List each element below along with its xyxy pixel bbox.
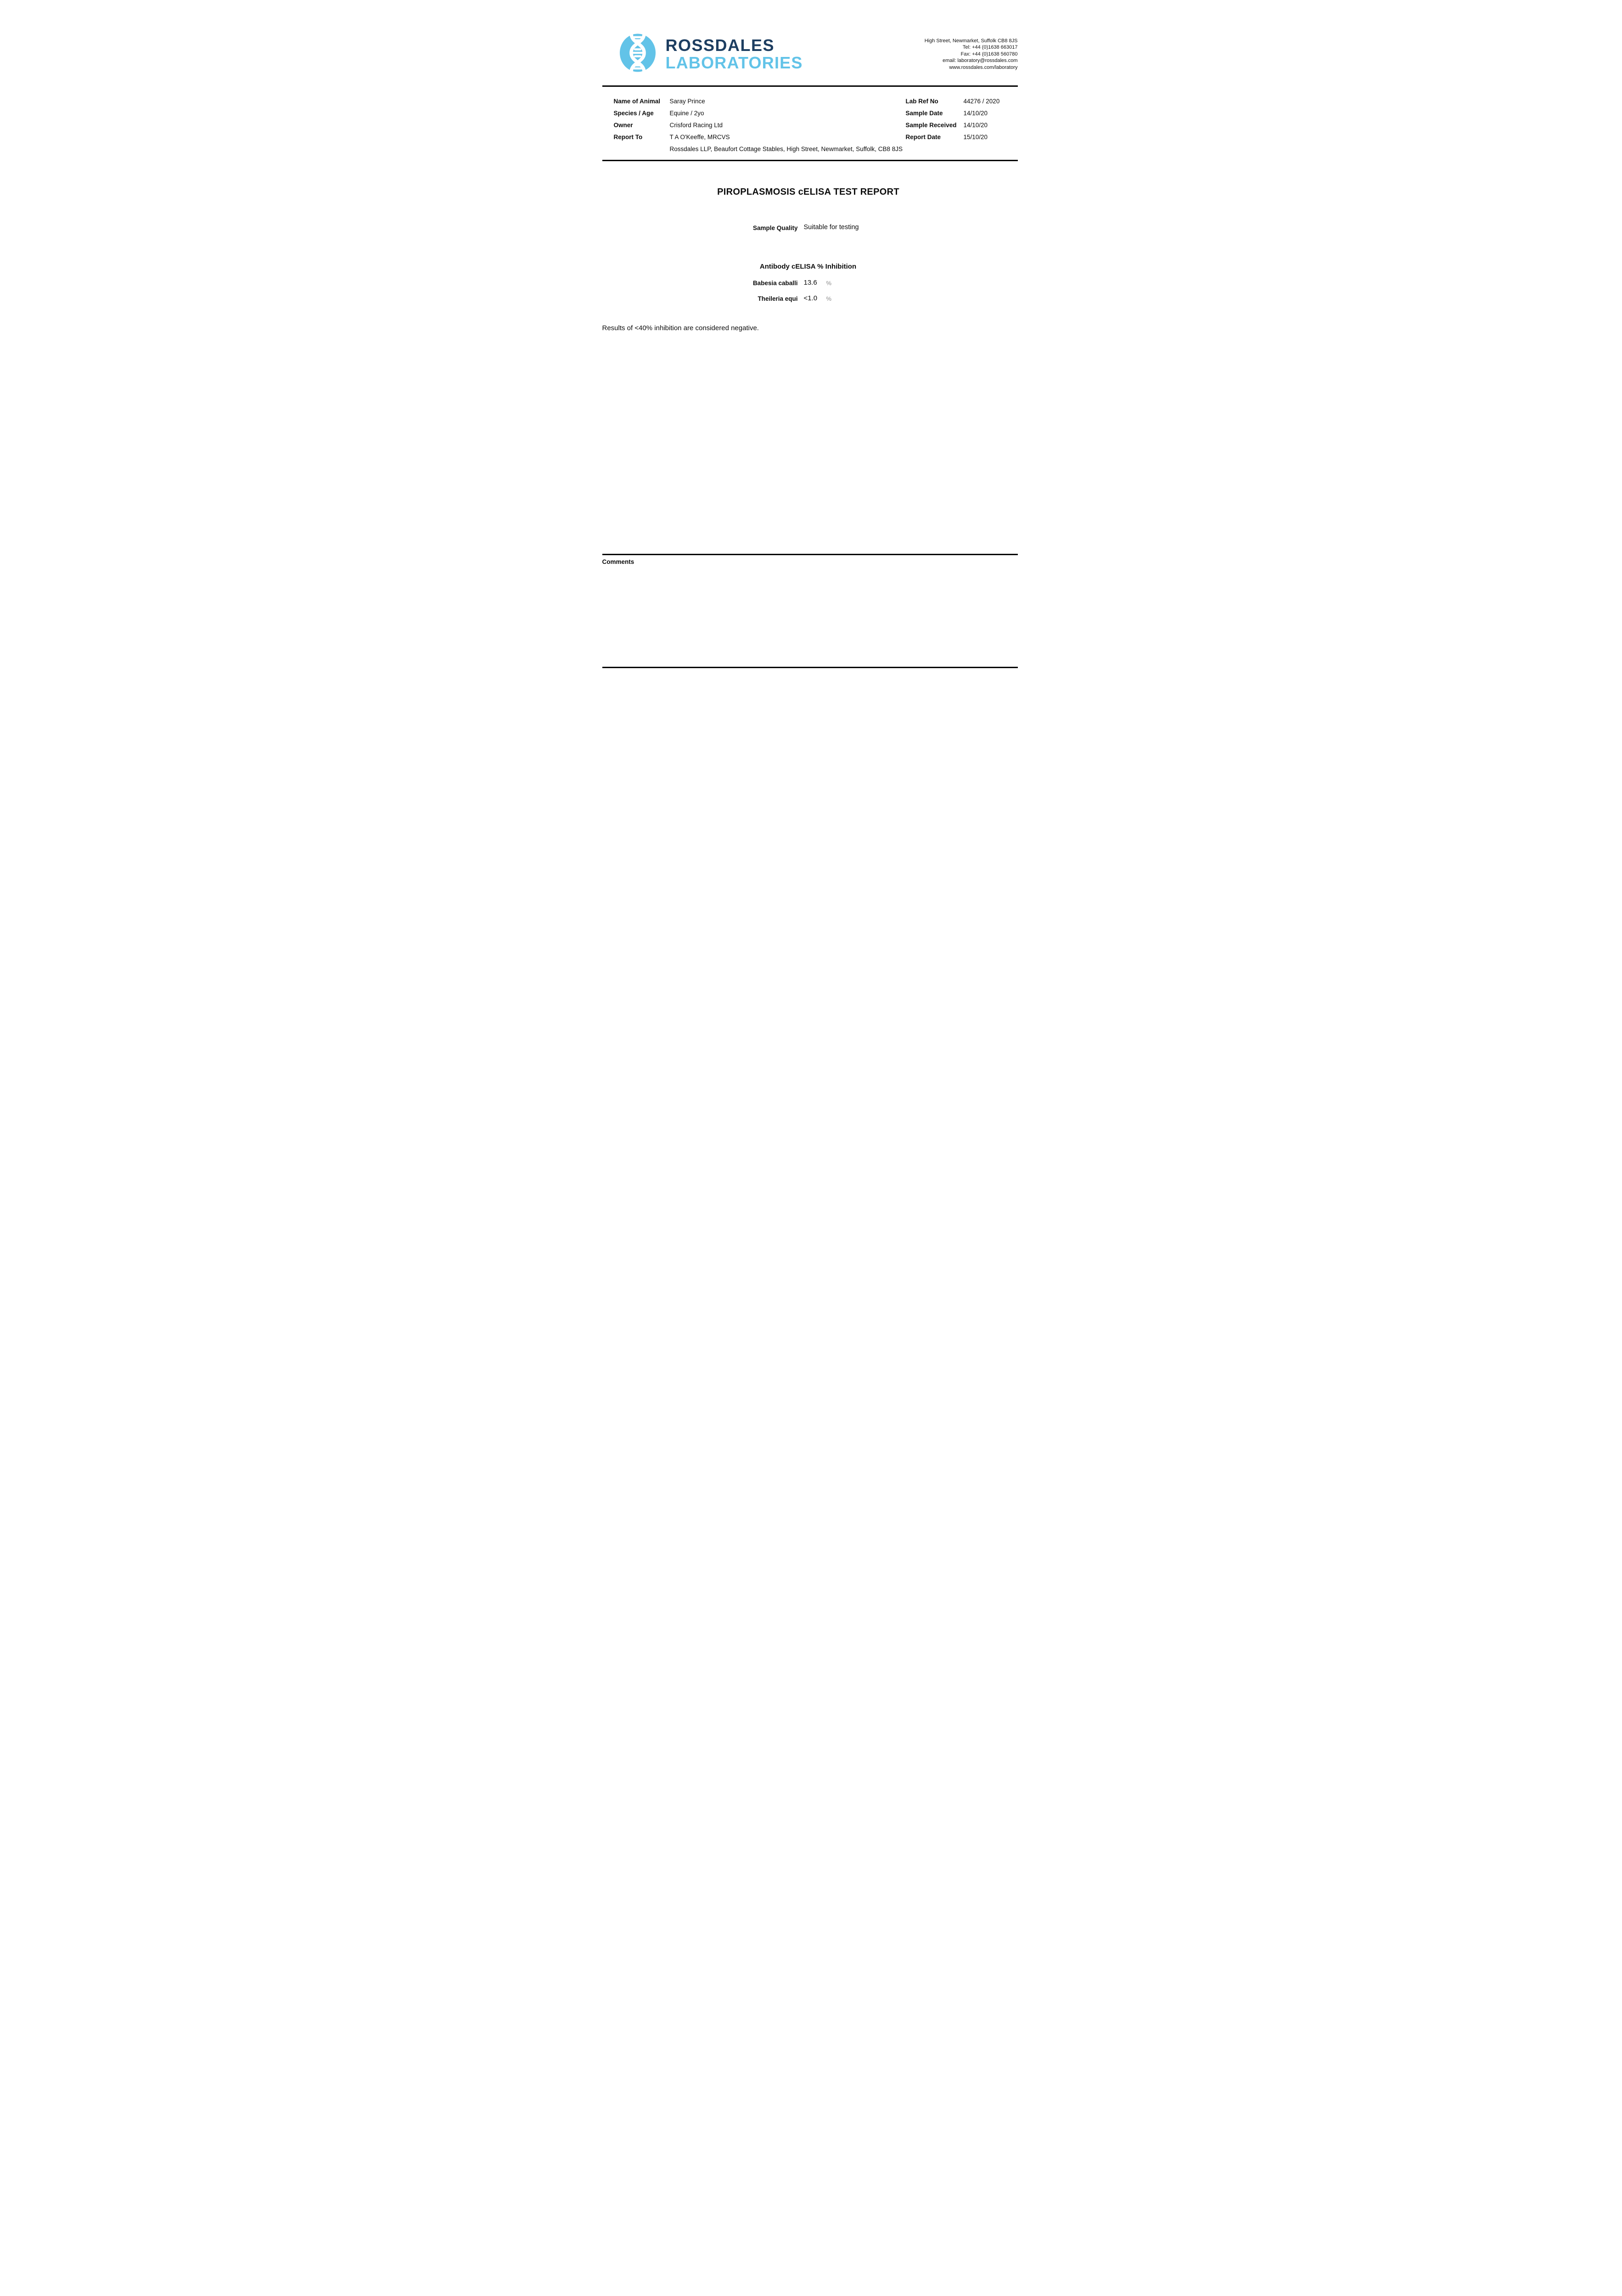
comments-divider [602, 554, 1018, 555]
value-sample-received: 14/10/20 [963, 122, 988, 129]
value-report-date: 15/10/20 [963, 134, 988, 141]
results-note: Results of <40% inhibition are considered negative. [602, 324, 759, 332]
comments-heading: Comments [602, 558, 634, 565]
value-report-to: T A O'Keeffe, MRCVS [669, 134, 730, 141]
contact-fax: Fax: +44 (0)1638 560780 [960, 51, 1018, 57]
value-theileria-equi: <1.0 [803, 294, 818, 302]
unit-theileria-equi: % [826, 295, 832, 302]
brand-name: ROSSDALES [665, 36, 775, 55]
label-species-age: Species / Age [613, 110, 654, 117]
brand-wordmark [666, 37, 803, 71]
label-babesia-caballi: Babesia caballi [752, 280, 798, 287]
unit-babesia-caballi: % [826, 280, 832, 287]
value-report-to-address: Rossdales LLP, Beaufort Cottage Stables, High Street, Newmarket, Suffolk, CB8 8JS [669, 146, 903, 152]
details-divider [602, 160, 1018, 161]
label-name-of-animal: Name of Animal [613, 98, 661, 105]
value-sample-date: 14/10/20 [963, 110, 988, 117]
contact-website: www.rossdales.com/laboratory [949, 64, 1018, 70]
label-owner: Owner [613, 122, 633, 129]
dna-helix-circle-icon [618, 33, 657, 73]
contact-address: High Street, Newmarket, Suffolk CB8 8JS [924, 38, 1018, 44]
label-sample-quality: Sample Quality [752, 225, 798, 231]
page-title: PIROPLASMOSIS cELISA TEST REPORT [717, 187, 899, 197]
header-divider [602, 85, 1018, 87]
brand-subname: LABORATORIES [665, 53, 803, 72]
label-lab-ref-no: Lab Ref No [905, 98, 938, 105]
results-header: Antibody cELISA % Inhibition [759, 263, 857, 270]
value-sample-quality: Suitable for testing [803, 224, 859, 231]
lab-report-page [568, 0, 1055, 689]
label-sample-received: Sample Received [905, 122, 957, 129]
contact-email: email: laboratory@rossdales.com [943, 58, 1018, 64]
label-sample-date: Sample Date [905, 110, 943, 117]
value-babesia-caballi: 13.6 [803, 279, 817, 287]
contact-tel: Tel: +44 (0)1638 663017 [962, 45, 1018, 51]
label-report-date: Report Date [905, 134, 941, 141]
value-name-of-animal: Saray Prince [669, 98, 705, 105]
label-theileria-equi: Theileria equi [758, 295, 798, 302]
footer-divider [602, 667, 1018, 668]
label-report-to: Report To [613, 134, 643, 141]
contact-block [925, 38, 1018, 71]
value-lab-ref-no: 44276 / 2020 [963, 98, 1000, 105]
value-owner: Crisford Racing Ltd [669, 122, 723, 129]
value-species-age: Equine / 2yo [669, 110, 704, 117]
